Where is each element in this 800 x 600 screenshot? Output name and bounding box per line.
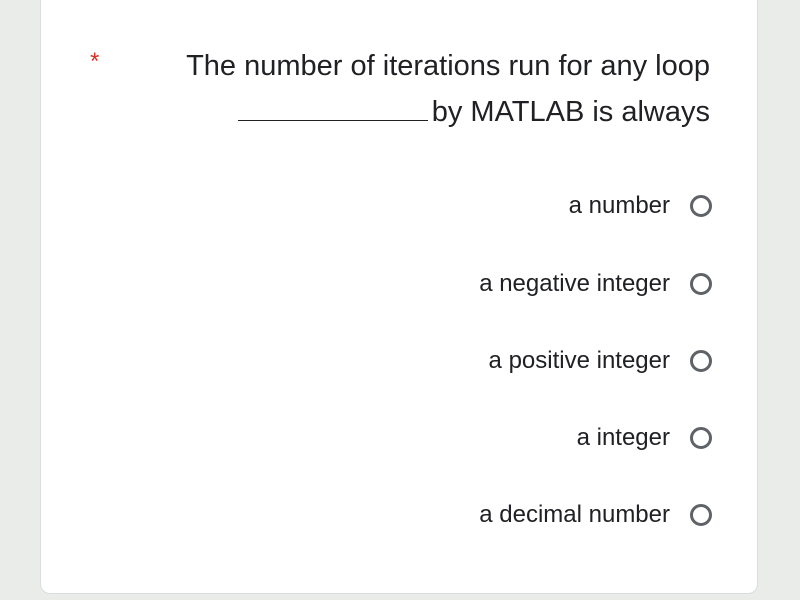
option-a-number[interactable]: [569, 188, 712, 224]
required-marker: *: [90, 48, 100, 75]
option-label: a decimal number: [479, 501, 670, 528]
option-a-negative-integer[interactable]: [479, 266, 712, 302]
radio-button-icon[interactable]: [690, 195, 712, 217]
option-label: a number: [568, 192, 670, 219]
option-a-decimal-number[interactable]: [479, 497, 712, 533]
radio-button-icon[interactable]: [690, 427, 712, 449]
option-a-positive-integer[interactable]: [489, 343, 712, 379]
question-text-line-1: The number of iterations run for any loop: [186, 50, 710, 82]
option-label: a positive integer: [488, 347, 670, 374]
question-text-line-2: [238, 95, 710, 129]
question-text-line-2-text: by MATLAB is always: [431, 96, 710, 128]
option-label: a negative integer: [479, 270, 670, 297]
option-label: a integer: [576, 424, 670, 451]
option-a-integer[interactable]: [577, 420, 712, 456]
radio-button-icon[interactable]: [690, 273, 712, 295]
radio-button-icon[interactable]: [690, 504, 712, 526]
fill-in-blank: [238, 95, 428, 121]
radio-button-icon[interactable]: [690, 350, 712, 372]
